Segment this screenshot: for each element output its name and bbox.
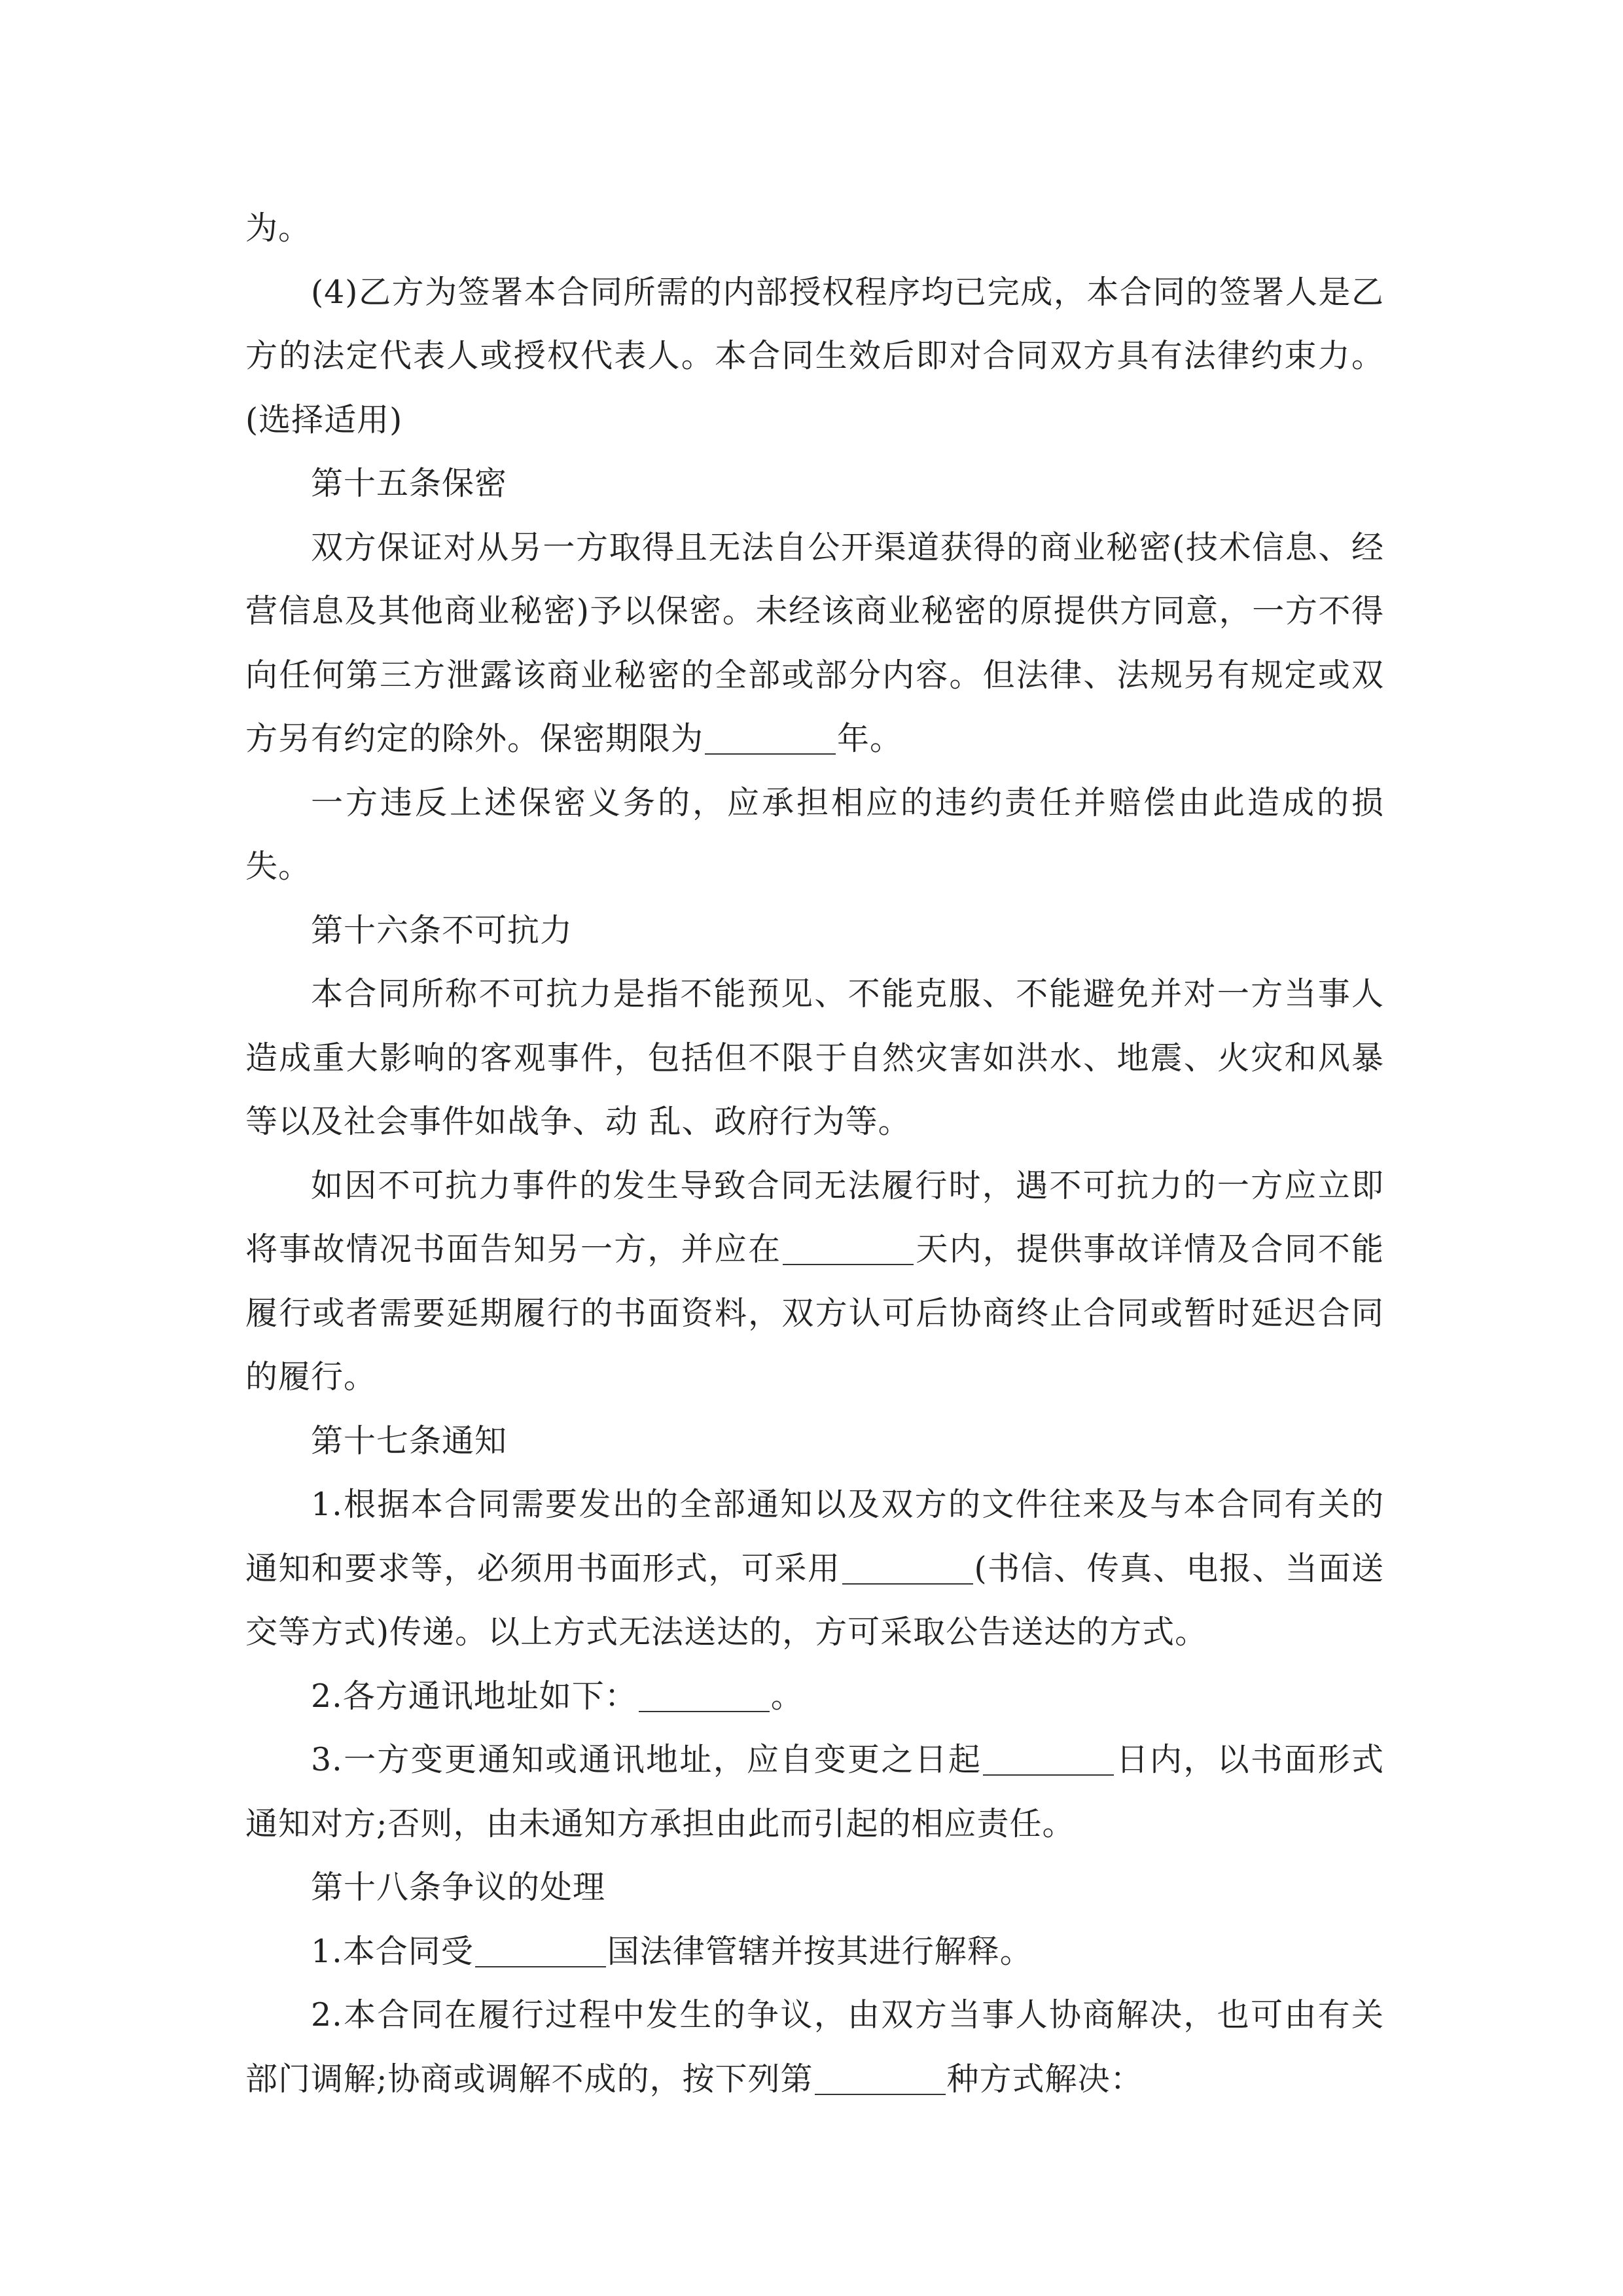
- text-run: 第十五条保密: [311, 465, 508, 502]
- text-run: 种方式解决：: [946, 2060, 1143, 2098]
- text-run: 2.本合同在履行过程中发生的争议，由双方当事人协商解决，也可由有关部门调解;协商或调解不成的，按下列第: [245, 1996, 1384, 2098]
- fill-in-blank: [815, 2062, 946, 2095]
- text-run: 本合同所称不可抗力是指不能预见、不能克服、不能避免并对一方当事人造成重大影响的客观事件，包括但不限于自然灾害如洪水、地震、火灾和风暴等以及社会事件如战争、动 乱、政府行为等。: [245, 975, 1384, 1140]
- paragraph: [245, 1983, 1384, 2111]
- fill-in-blank: [983, 1742, 1114, 1776]
- text-run: 第十七条通知: [311, 1422, 508, 1460]
- text-run: 。: [770, 1677, 804, 1715]
- fill-in-blank: [475, 1934, 606, 1967]
- paragraph: [245, 196, 1384, 260]
- text-run: 第十八条争议的处理: [311, 1869, 606, 1906]
- document-page: [245, 196, 1384, 2111]
- paragraph: [245, 1664, 1384, 1729]
- paragraph: [245, 516, 1384, 771]
- fill-in-blank: [783, 1232, 914, 1265]
- text-run: 第十六条不可抗力: [311, 911, 573, 949]
- document-body: [245, 196, 1384, 2111]
- paragraph: [245, 260, 1384, 452]
- text-run: (书信、传真、电报、当面送交等方式)传递。以上方式无法送达的，方可采取公告送达的方式。: [245, 1549, 1384, 1651]
- section-heading: [245, 1409, 1384, 1473]
- paragraph: [245, 1920, 1384, 1984]
- paragraph: [245, 1154, 1384, 1409]
- text-run: (4)乙方为签署本合同所需的内部授权程序均已完成，本合同的签署人是乙方的法定代表人或授权代表人。本合同生效后即对合同双方具有法律约束力。(选择适用): [245, 273, 1384, 439]
- text-run: 1.本合同受: [311, 1932, 474, 1970]
- section-heading: [245, 452, 1384, 516]
- section-heading: [245, 899, 1384, 963]
- text-run: 双方保证对从另一方取得且无法自公开渠道获得的商业秘密(技术信息、经营信息及其他商业秘密)予以保密。未经该商业秘密的原提供方同意，一方不得向任何第三方泄露该商业秘密的全部或部分内容。但法律、法规另有规定或双方另有约定的除外。保密期限为: [245, 528, 1384, 757]
- text-run: 2.各方通讯地址如下：: [311, 1677, 637, 1715]
- text-run: 3.一方变更通知或通讯地址，应自变更之日起: [311, 1741, 982, 1778]
- fill-in-blank: [705, 721, 836, 755]
- paragraph: [245, 771, 1384, 899]
- paragraph: [245, 962, 1384, 1154]
- paragraph: [245, 1728, 1384, 1856]
- fill-in-blank: [639, 1679, 770, 1712]
- text-run: 为。: [245, 209, 312, 247]
- text-run: 一方违反上述保密义务的，应承担相应的违约责任并赔偿由此造成的损失。: [245, 783, 1384, 885]
- text-run: 天内，提供事故详情及合同不能履行或者需要延期履行的书面资料，双方认可后协商终止合同或暂时延迟合同的履行。: [245, 1230, 1384, 1395]
- section-heading: [245, 1856, 1384, 1920]
- fill-in-blank: [842, 1551, 973, 1585]
- text-run: 如因不可抗力事件的发生导致合同无法履行时，遇不可抗力的一方应立即将事故情况书面告知另一方，并应在: [245, 1166, 1384, 1268]
- text-run: 日内，以书面形式通知对方;否则，由未通知方承担由此而引起的相应责任。: [245, 1741, 1384, 1842]
- text-run: 年。: [837, 720, 903, 757]
- text-run: 国法律管辖并按其进行解释。: [607, 1932, 1033, 1970]
- paragraph: [245, 1473, 1384, 1664]
- text-run: 1.根据本合同需要发出的全部通知以及双方的文件往来及与本合同有关的通知和要求等，必须用书面形式，可采用: [245, 1486, 1384, 1587]
